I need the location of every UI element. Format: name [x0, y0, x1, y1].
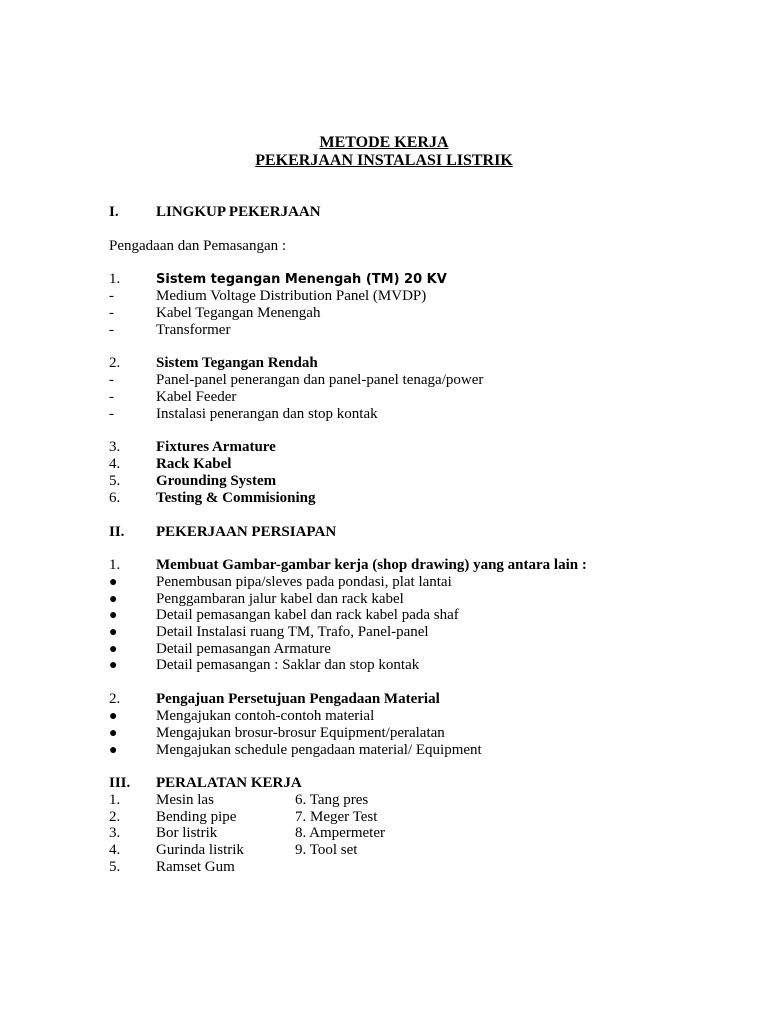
bullet-icon: ● — [109, 726, 118, 741]
section-number: III. — [109, 775, 131, 791]
bullet-icon: ● — [109, 625, 118, 640]
section-title: LINGKUP PEKERJAAN — [156, 204, 321, 220]
document-title: METODE KERJA — [319, 134, 449, 151]
section-number: II. — [109, 524, 125, 540]
document-page: METODE KERJA PEKERJAAN INSTALASI LISTRIK I. LINGKUP PEKERJAAN Pengadaan dan Pemasangan : 1. Sistem tegangan Menengah (TM) 20 KV - Medium Voltage Distribution Panel (MVDP) - Kabel Tegangan Menengah - Transformer 2. Sistem Tegangan Rendah - Panel-panel penerangan dan panel-panel tenaga/power - Kabel Feeder - Instalasi penerangan dan stop kontak 3. Fixtures Armature 4. Rack Kabel 5. Grounding System 6. Testing & Commisioning II. PEKERJAAN PERSIAPAN 1. Membuat Gambar-gambar kerja (shop drawing) yang antara lain : ● Penembusan pipa/sleves pada pondasi, plat lantai ● Penggambaran jalur kabel dan rack kabel ● Detail pemasangan kabel dan rack kabel pada shaf ● Detail Instalasi ruang TM, Trafo, Panel-panel ● Detail pemasangan Armature ● Detail pemasangan : Saklar dan stop kontak 2. Pengajuan Persetujuan Pengadaan Material ● Mengajukan contoh-contoh material ● Mengajukan brosur-brosur Equipment/peralatan ● Mengajukan schedule pengadaan material/ Equipment III. PERALATAN KERJA 1. Mesin las 6. Tang pres 2. Bending pipe 7. Meger Test 3. Bor listrik 8. Ampermeter 4. Gurinda listrik 9. Tool set 5. Ramset Gum — [0, 0, 768, 1024]
document-subtitle: PEKERJAAN INSTALASI LISTRIK — [255, 152, 513, 169]
bullet-icon: ● — [109, 608, 118, 623]
section-title: PERALATAN KERJA — [156, 775, 302, 791]
section-number: I. — [109, 204, 119, 220]
bullet-icon: ● — [109, 709, 118, 724]
bullet-icon: ● — [109, 658, 118, 673]
bullet-icon: ● — [109, 592, 118, 607]
bullet-icon: ● — [109, 642, 118, 657]
bullet-icon: ● — [109, 575, 118, 590]
section-title: PEKERJAAN PERSIAPAN — [156, 524, 337, 540]
bullet-icon: ● — [109, 743, 118, 758]
